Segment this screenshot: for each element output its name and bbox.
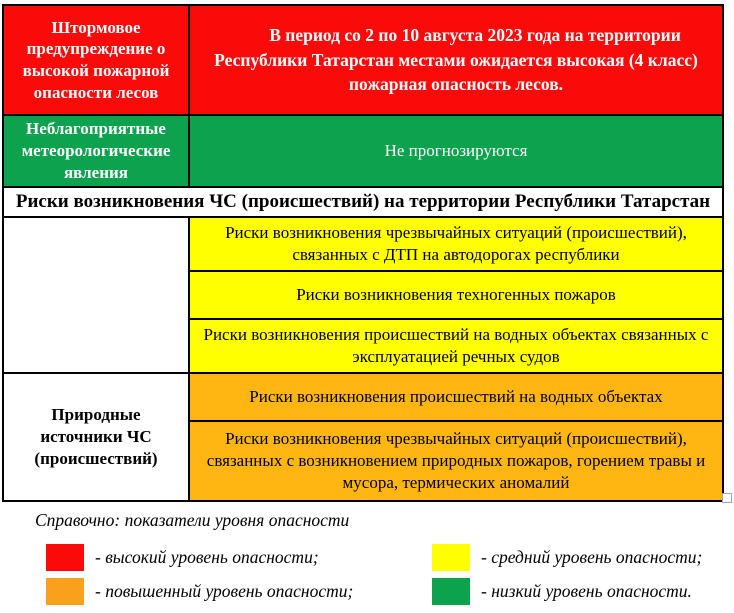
table-resize-handle[interactable] [722,493,732,503]
traffic-accidents-risk-cell: Риски возникновения чрезвычайных ситуаций (происшествий), связанных с ДТП на автодорогах республики [189,217,723,271]
river-vessels-risk-cell: Риски возникновения происшествий на водных объектах связанных с эксплуатацией речных судов [189,319,723,373]
legend-grid [46,544,734,605]
man-made-sources-empty-cell [3,217,189,373]
green-swatch-icon [432,578,470,605]
technogenic-fires-risk-cell: Риски возникновения техногенных пожаров [189,271,723,319]
legend-label: - низкий уровень опасности. [481,581,692,601]
storm-warning-row [3,5,723,115]
storm-warning-table [2,4,724,502]
yellow-swatch-icon [432,544,470,571]
red-swatch-icon [46,544,84,571]
storm-warning-text-cell: В период со 2 по 10 августа 2023 года на территории Республики Татарстан местами ожидается высокая (4 класс) пожарная опасность лесов. [189,5,723,115]
legend-item [46,578,432,605]
natural-sources-label-cell: Природные источники ЧС (происшествий) [3,373,189,501]
legend-item [432,578,734,605]
legend-label: - высокий уровень опасности; [95,547,319,567]
weather-events-value-cell: Не прогнозируются [189,115,723,187]
storm-warning-label-cell: Штормовое предупреждение о высокой пожарной опасности лесов [3,5,189,115]
legend-item [432,544,734,571]
risk-row [3,217,723,271]
natural-fires-risk-cell: Риски возникновения чрезвычайных ситуаций (происшествий), связанных с возникновением природных пожаров, горением травы и мусора, термических аномалий [189,421,723,501]
danger-level-legend [0,510,734,605]
risks-header-row [3,187,723,217]
legend-label: - повышенный уровень опасности; [95,581,354,601]
risk-row [3,373,723,421]
legend-label: - средний уровень опасности; [481,547,703,567]
legend-title: Справочно: показатели уровня опасности [35,510,350,530]
orange-swatch-icon [46,578,84,605]
weather-events-row [3,115,723,187]
legend-item [46,544,432,571]
risks-section-header: Риски возникновения ЧС (происшествий) на территории Республики Татарстан [3,187,723,217]
water-objects-risk-cell: Риски возникновения происшествий на водных объектах [189,373,723,421]
weather-events-label-cell: Неблагоприятные метеорологические явления [3,115,189,187]
